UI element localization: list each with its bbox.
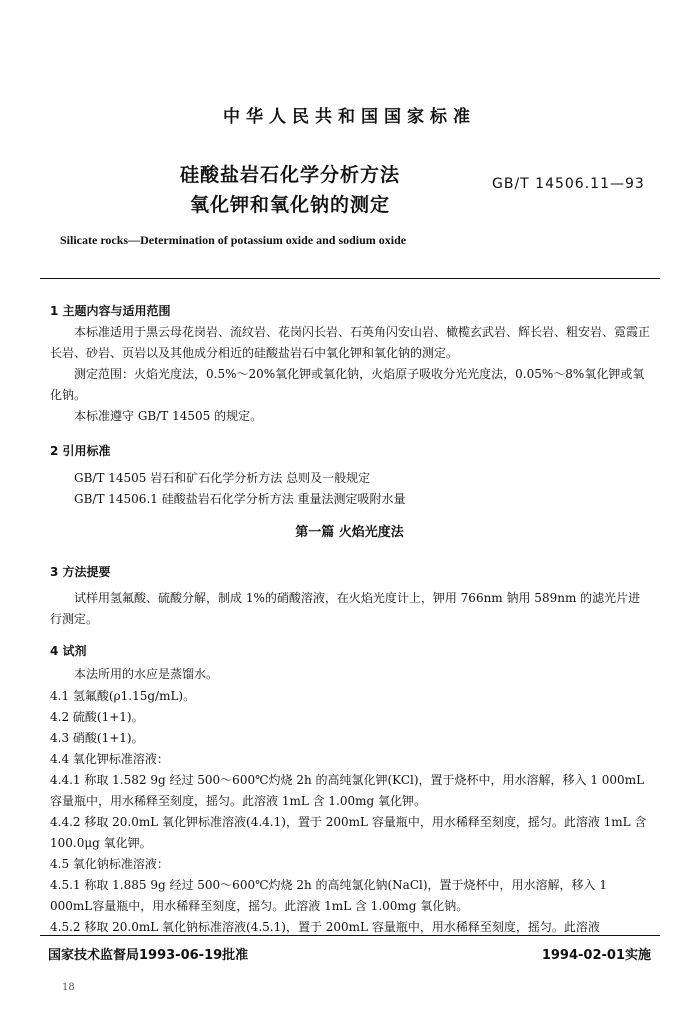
effective-date: 1994-02-01实施 xyxy=(541,948,651,963)
reagent-4-5-2: 4.5.2 移取 20.0mL 氧化钠标准溶液(4.5.1)，置于 200mL 容量瓶中，用水稀释至刻度，摇匀。此溶液 xyxy=(50,920,600,934)
page-number: 18 xyxy=(62,982,75,993)
section-3-method-paragraph: 试样用氢氟酸、硫酸分解，制成 1%的硝酸溶液，在火焰光度计上，钾用 766nm 钠用 589nm 的滤光片进行测定。 xyxy=(50,591,641,626)
issuing-organization: 中华人民共和国国家标准 xyxy=(223,107,476,127)
reagent-4-4: 4.4 氧化钾标准溶液： xyxy=(50,752,169,766)
english-title: Silicate rocks—Determination of potassium oxide and sodium oxide xyxy=(60,233,407,247)
section-1-scope-paragraph: 本标准适用于黑云母花岗岩、流纹岩、花岗闪长岩、石英角闪安山岩、橄榄玄武岩、辉长岩、粗安岩、霓霞正长岩、砂岩、页岩以及其他成分相近的硅酸盐岩石中氧化钾和氧化钠的测定。 xyxy=(50,325,651,360)
footer-divider xyxy=(40,935,660,936)
reagent-4-4-2: 4.4.2 移取 20.0mL 氧化钾标准溶液(4.4.1)，置于 200mL 容量瓶中，用水稀释至刻度，摇匀。此溶液 1mL 含 100.0μg 氧化钾。 xyxy=(50,815,647,850)
section-4-heading: 4 试剂 xyxy=(50,644,87,658)
section-2-heading: 2 引用标准 xyxy=(50,444,111,458)
approval-date: 国家技术监督局1993-06-19批准 xyxy=(48,948,249,963)
section-3-heading: 3 方法提要 xyxy=(50,565,111,579)
section-1-range-paragraph: 测定范围：火焰光度法，0.5%～20%氧化钾或氧化钠，火焰原子吸收分光光度法，0.05%～8%氧化钾或氧化钠。 xyxy=(50,367,645,402)
reagent-4-3: 4.3 硝酸(1+1)。 xyxy=(50,731,144,745)
reagent-4-2: 4.2 硫酸(1+1)。 xyxy=(50,710,144,724)
standard-number: GB/T 14506.11—93 xyxy=(492,176,645,192)
reference-standard-2: GB/T 14506.1 硅酸盐岩石化学分析方法 重量法测定吸附水量 xyxy=(74,492,406,506)
section-1-compliance-paragraph: 本标准遵守 GB/T 14505 的规定。 xyxy=(74,409,263,423)
reference-standard-1: GB/T 14505 岩石和矿石化学分析方法 总则及一般规定 xyxy=(74,471,371,485)
reagent-4-5-1: 4.5.1 称取 1.885 9g 经过 500～600℃灼烧 2h 的高纯氯化钠(NaCl)，置于烧杯中，用水溶解，移入 1 000mL容量瓶中，用水稀释至刻度，摇匀。此溶液 1mL 含 1.00mg 氧化钠。 xyxy=(50,878,607,913)
part-1-heading: 第一篇 火焰光度法 xyxy=(295,525,404,540)
header-divider xyxy=(40,278,660,279)
section-1-heading: 1 主题内容与适用范围 xyxy=(50,304,171,318)
section-4-intro: 本法所用的水应是蒸馏水。 xyxy=(74,667,219,681)
reagent-4-1: 4.1 氢氟酸(ρ1.15g/mL)。 xyxy=(50,689,196,703)
standard-title-line2: 氧化钾和氧化钠的测定 xyxy=(189,194,390,216)
reagent-4-4-1: 4.4.1 称取 1.582 9g 经过 500～600℃灼烧 2h 的高纯氯化钾(KCl)，置于烧杯中，用水溶解，移入 1 000mL容量瓶中，用水稀释至刻度，摇匀。此溶液 1mL 含 1.00mg 氧化钾。 xyxy=(50,773,645,808)
standard-title-line1: 硅酸盐岩石化学分析方法 xyxy=(179,164,400,186)
reagent-4-5: 4.5 氧化钠标准溶液： xyxy=(50,857,169,871)
